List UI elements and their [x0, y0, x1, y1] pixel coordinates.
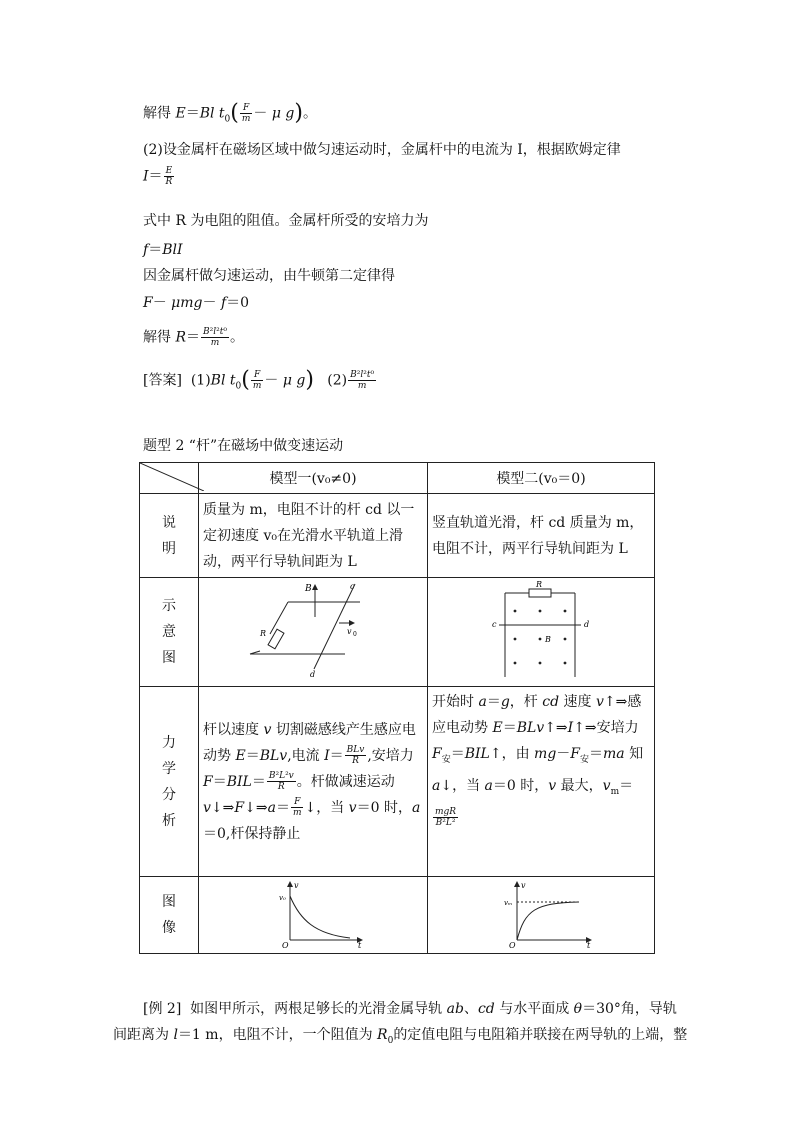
- line-ohm: (2)设金属杆在磁场区域中做匀速运动时，金属杆中的电流为 I，根据欧姆定律: [143, 142, 621, 158]
- svg-text:R: R: [536, 580, 543, 589]
- svg-text:v: v: [294, 881, 299, 890]
- svg-text:vₘ: vₘ: [504, 899, 513, 907]
- line-R-def: 式中 R 为电阻的阻值。金属杆所受的安培力为: [143, 213, 429, 229]
- svg-text:O: O: [282, 941, 289, 948]
- section-heading: 题型 2 “杆”在磁场中做变速运动: [143, 438, 344, 454]
- line-solve-E: 解得 E＝Bl $t_0$( $\frac{F}{m}$ － μ g)。: [143, 100, 317, 126]
- corner-cell: [140, 463, 199, 494]
- header-model2: 模型二(v₀＝0): [428, 463, 655, 494]
- svg-text:v₀: v₀: [279, 894, 286, 902]
- svg-text:B: B: [545, 635, 551, 644]
- graph-model2: [428, 877, 655, 954]
- line-f: f＝BlI: [143, 242, 183, 258]
- saturation-graph: [429, 878, 653, 948]
- diagonal-line: [140, 463, 204, 491]
- line-answer: [答案] (1)Bl $t_0$( $\frac{F}{m}$ － μ g) (2) $\frac{\text{B²l²t⁰}}{m}$: [143, 367, 375, 393]
- line-eq: F－ μmg－ f＝0: [143, 295, 250, 311]
- model-table: [139, 462, 655, 954]
- graph-model1: [199, 877, 428, 954]
- diagram-model1: [199, 578, 428, 687]
- svg-text:O: O: [509, 941, 516, 948]
- desc-model1: 质量为 m，电阻不计的杆 cd 以一定初速度 v₀在光滑水平轨道上滑动，两平行导轨间距为 L: [199, 494, 428, 578]
- header-model1: 模型一(v₀≠0): [199, 463, 428, 494]
- svg-text:B: B: [305, 584, 312, 594]
- vertical-rail-diagram: [429, 579, 653, 681]
- label-desc: 说 明: [140, 494, 199, 578]
- force-model1: 杆以速度 v 切割磁感线产生感应电动势 E＝BLv,电流 I＝ $\frac{\text{BLv}}{R}$ ,安培力 F＝BIL＝ $\frac{\text{B²L²v}}{R}$ 。杆做减速运动 v↓⇒F↓⇒a＝ $\frac{F}{m}$ ↓，当 v＝0 时，a＝0,杆保持静止: [199, 687, 428, 877]
- svg-text:t: t: [358, 941, 362, 948]
- label-diagram: 示 意 图: [140, 578, 199, 687]
- svg-text:0: 0: [353, 631, 357, 638]
- line-I: I＝ $\frac{E}{R}$: [143, 166, 173, 187]
- svg-text:v: v: [347, 627, 352, 636]
- decay-graph: [200, 878, 426, 948]
- svg-text:d: d: [310, 670, 316, 679]
- svg-text:c: c: [492, 620, 497, 629]
- diagram-model2: [428, 578, 655, 687]
- svg-text:c: c: [350, 582, 355, 591]
- svg-text:v: v: [521, 881, 526, 890]
- label-graph: 图 像: [140, 877, 199, 954]
- desc-model2: 竖直轨道光滑，杆 cd 质量为 m，电阻不计，两平行导轨间距为 L: [428, 494, 655, 578]
- line-newton: 因金属杆做匀速运动，由牛顿第二定律得: [143, 268, 395, 284]
- svg-text:t: t: [587, 941, 591, 948]
- svg-text:R: R: [260, 629, 267, 638]
- horizontal-rail-diagram: [200, 579, 426, 681]
- example-line-2: 间距离为 l＝1 m，电阻不计，一个阻值为 $R_0$的定值电阻与电阻箱并联接在两导轨的上端，整: [113, 1027, 688, 1046]
- example-line-1: [例 2] 如图甲所示，两根足够长的光滑金属导轨 ab、cd 与水平面成 θ＝30°角，导轨: [143, 1001, 677, 1017]
- line-solve-R: 解得 R＝ $\frac{\text{B²l²t⁰}}{m}$ 。: [143, 327, 244, 348]
- label-force: 力 学 分 析: [140, 687, 199, 877]
- svg-text:d: d: [584, 620, 590, 629]
- force-model2: 开始时 a＝g，杆 cd 速度 v↑⇒感应电动势 E＝BLv↑⇒I↑⇒安培力 $F_安=BIL↑$，由 $mg-F_安=ma$ 知 a↓，当 a＝0 时，v 最大，$v_m=$ $\frac{\text{mgR}}{\text{B²L²}}$: [428, 687, 655, 877]
